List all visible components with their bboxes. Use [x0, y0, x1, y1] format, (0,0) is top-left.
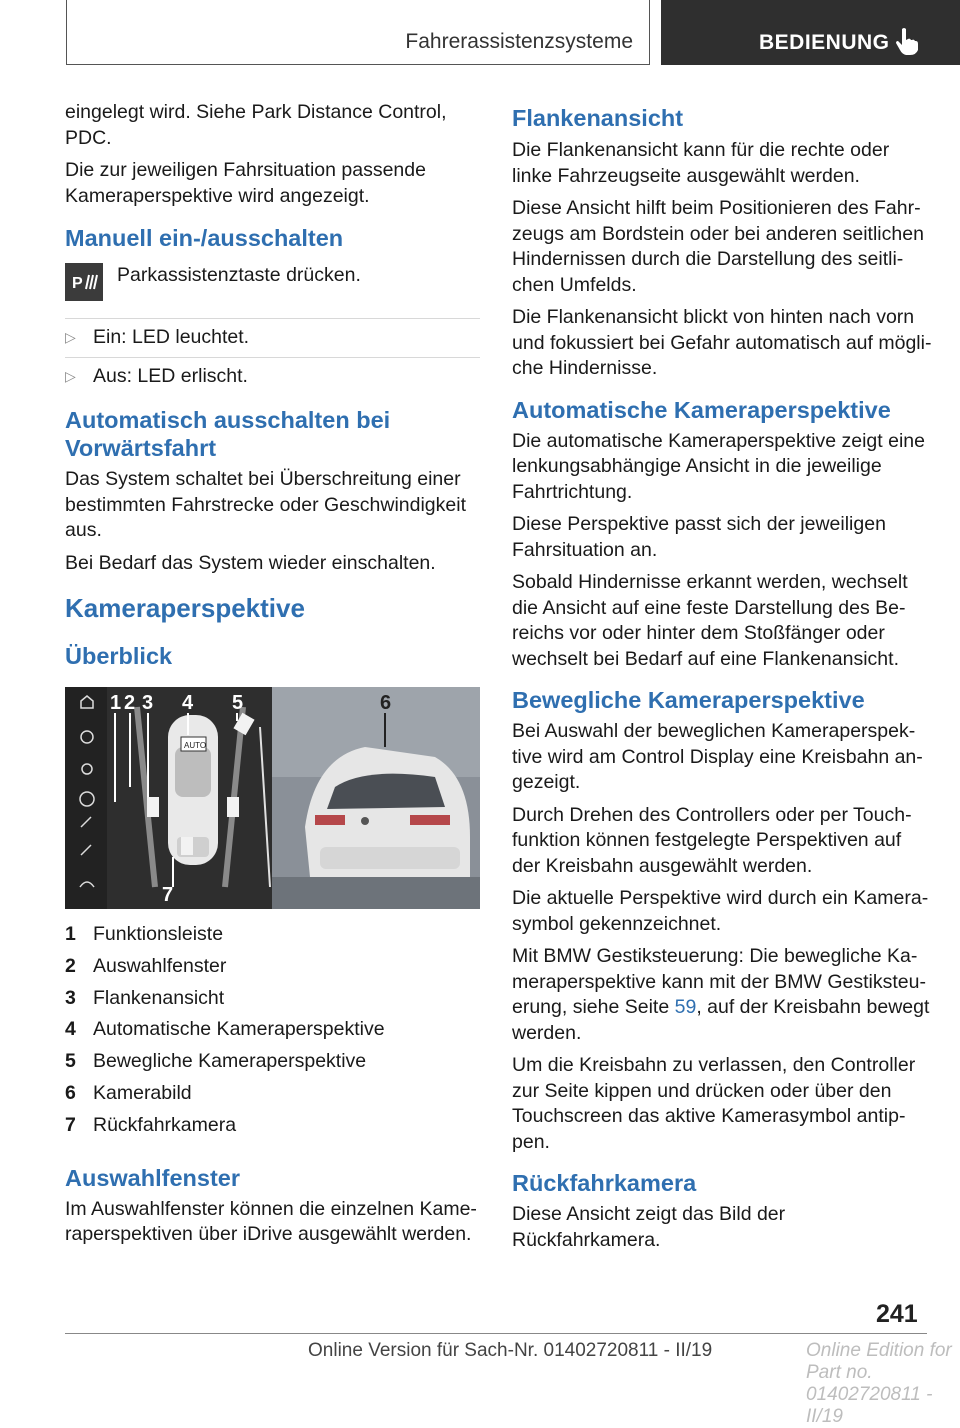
legend-item: 7 Rückfahrkamera: [65, 1113, 237, 1136]
paragraph: Sobald Hindernisse erkannt werden, wechselt die Ansicht auf eine feste Darstellung des Bereichs vor oder hinter dem Stoßfänger oder wechselt bei Bedarf auf eine Flankenansicht.: [512, 571, 908, 670]
paragraph: eingelegt wird. Siehe Park Distance Control, PDC.: [65, 101, 447, 149]
paragraph: Bei Bedarf das System wieder einschalten.: [65, 551, 436, 574]
paragraph: Mit BMW Gestiksteuerung: Die bewegliche Kameraperspektive kann mit der BMW Gestiksteuerung, siehe Seite 59, auf der Kreisbahn bewegt werden.: [512, 945, 930, 1044]
park-assist-button-icon: [65, 263, 103, 301]
heading-flankenansicht: Flankenansicht: [512, 105, 684, 131]
heading-rueckfahrkamera: Rückfahrkamera: [512, 1170, 697, 1196]
paragraph: Die Flankenansicht kann für die rechte oder linke Fahrzeugseite ausgewählt werden.: [512, 139, 890, 187]
legend-item: 6 Kamerabild: [65, 1081, 192, 1104]
paragraph: Bei Auswahl der beweglichen Kameraperspektive wird am Control Display eine Kreisbahn angezeigt.: [512, 720, 923, 793]
svg-text:AUTO: AUTO: [184, 741, 207, 750]
triangle-bullet-icon: ▷: [65, 329, 76, 345]
callout-4: 4: [182, 692, 194, 714]
callout-1: 1: [110, 692, 122, 714]
header-section-tab: [661, 0, 960, 65]
callout-6: 6: [380, 692, 392, 714]
button-instruction: [65, 263, 480, 301]
heading-auto-off: Automatisch ausschalten bei Vorwärtsfahrt: [65, 407, 391, 461]
button-instruction-text: Parkassistenztaste drücken.: [117, 264, 361, 286]
paragraph: Im Auswahlfenster können die einzelnen Kameraperspektiven über iDrive ausgewählt werden.: [65, 1197, 477, 1246]
legend-item: 1 Funktionsleiste: [65, 923, 224, 945]
right-column: [512, 104, 932, 1260]
hand-pointer-icon: [894, 26, 920, 56]
page-number: 241: [876, 1300, 918, 1328]
list-item-text: Aus: LED erlischt.: [93, 364, 248, 387]
callout-3: 3: [142, 692, 154, 714]
heading-kameraperspektive: Kameraperspektive: [65, 593, 305, 623]
bullet-divider: [65, 318, 480, 319]
legend-item: 3 Flankenansicht: [65, 986, 225, 1009]
paragraph: Das System schaltet bei Überschreitung einer bestimmten Fahrstrecke oder Geschwindigkeit aus.: [65, 468, 466, 541]
camera-overview-illustration: [65, 687, 480, 909]
heading-auto-perspektive: Automatische Kameraperspektive: [512, 396, 891, 423]
heading-ueberblick: Überblick: [65, 643, 173, 669]
left-column: [65, 100, 480, 1255]
paragraph: Die automatische Kameraperspektive zeigt eine lenkungsabhängige Ansicht in die jeweilige Fahrtrichtung.: [512, 429, 925, 503]
paragraph: Diese Perspektive passt sich der jeweiligen Fahrsituation an.: [512, 513, 886, 561]
legend-item: 4 Automatische Kameraperspektive: [65, 1018, 385, 1041]
page-link-59[interactable]: 59: [674, 996, 697, 1018]
list-item: [65, 364, 480, 390]
paragraph: Um die Kreisbahn zu verlassen, den Controller zur Seite kippen und drücken oder über den Touchscreen das aktive Kamerasymbol antippen.: [512, 1054, 916, 1153]
camera-overview-figure: [65, 687, 480, 909]
paragraph: Diese Ansicht hilft beim Positionieren des Fahrzeugs am Bordstein oder bei anderen seitlichen Hindernissen durch die Darstellung des seitlichen Umfelds.: [512, 197, 924, 296]
callout-5: 5: [232, 692, 244, 714]
callout-2: 2: [124, 692, 136, 714]
callout-7: 7: [162, 884, 174, 906]
heading-bewegliche-perspektive: Bewegliche Kameraperspektive: [512, 687, 865, 713]
legend-item: 5 Bewegliche Kameraperspektive: [65, 1050, 367, 1073]
legend-item: 2 Auswahlfenster: [65, 954, 227, 977]
footer-divider: [65, 1333, 927, 1334]
header-section-label: BEDIENUNG: [759, 31, 890, 54]
heading-manual: Manuell ein-/ausschalten: [65, 225, 344, 251]
paragraph: Die aktuelle Perspektive wird durch ein Kamerasymbol gekennzeichnet.: [512, 887, 929, 935]
paragraph: Die zur jeweiligen Fahrsituation passende Kameraperspektive wird angezeigt.: [65, 159, 426, 207]
paragraph: Durch Drehen des Controllers oder per Touchfunktion können festgelegte Perspektiven auf der Kreisbahn ausgewählt werden.: [512, 803, 912, 877]
list-item: [65, 325, 480, 351]
svg-text:P: P: [72, 275, 83, 292]
bullet-divider: [65, 357, 480, 358]
triangle-bullet-icon: ▷: [65, 367, 76, 384]
paragraph: Die Flankenansicht blickt von hinten nach vorn und fokussiert bei Gefahr automatisch auf mögliche Hindernisse.: [512, 306, 932, 379]
figure-legend: [65, 919, 480, 1142]
heading-auswahlfenster: Auswahlfenster: [65, 1164, 240, 1191]
watermark: Online Edition for Part no. 01402720811 - II/19: [806, 1340, 952, 1427]
list-item-text: Ein: LED leuchtet.: [93, 326, 250, 348]
header-chapter-box: [66, 0, 650, 65]
paragraph: Diese Ansicht zeigt das Bild der Rückfahrkamera.: [512, 1203, 786, 1251]
footer-text: Online Version für Sach-Nr. 01402720811 - II/19: [308, 1340, 713, 1361]
header-chapter: Fahrerassistenzsysteme: [405, 30, 633, 53]
